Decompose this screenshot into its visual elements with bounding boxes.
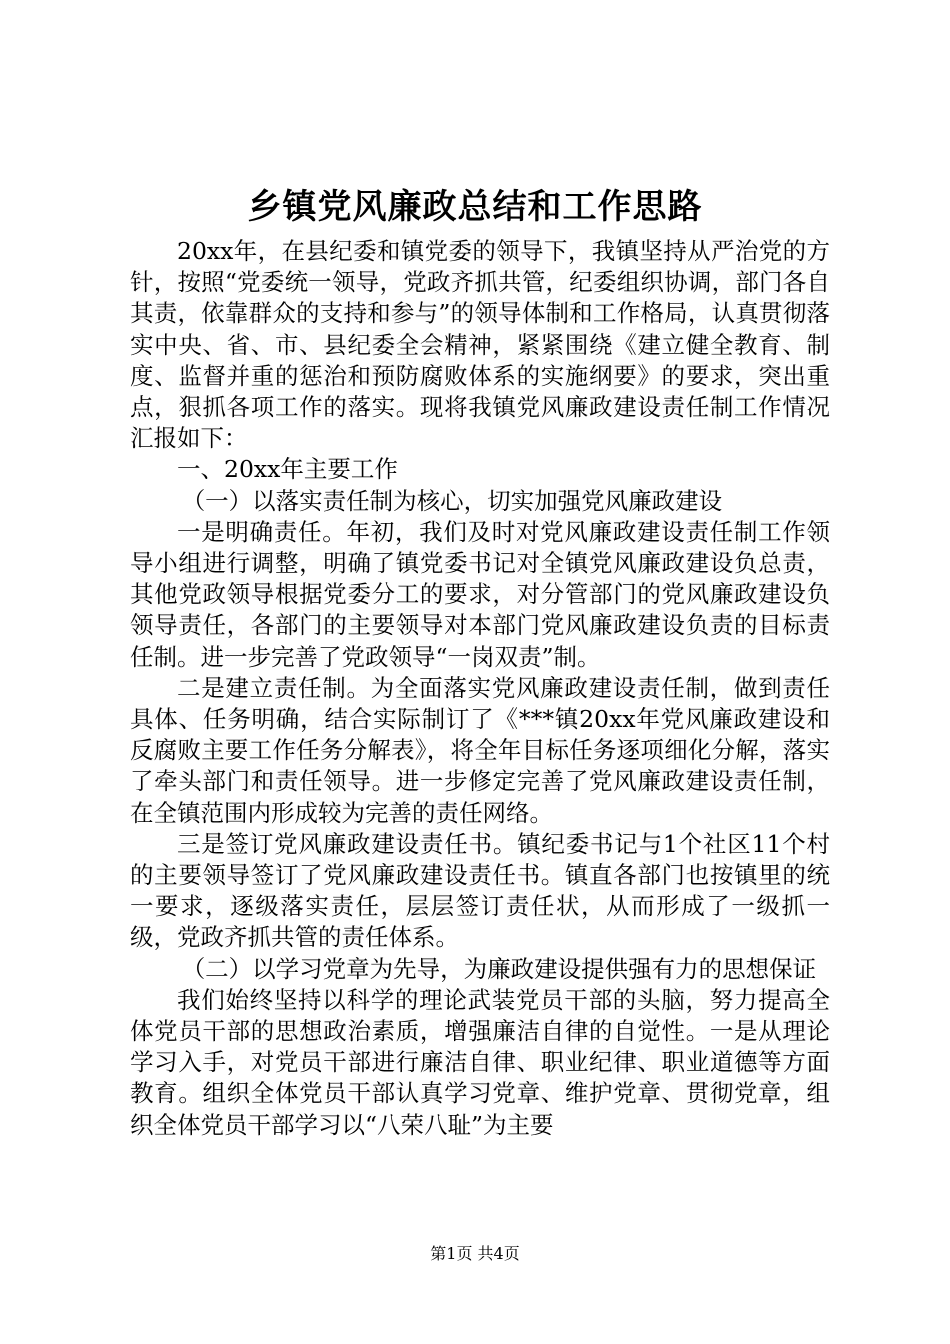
document-body: [130, 236, 830, 1141]
section-heading-1: 一、20xx年主要工作: [177, 455, 398, 484]
document-title: 乡镇党风廉政总结和工作思路: [247, 187, 703, 227]
subsection-heading-2: （二）以学习党章为先导，为廉政建设提供强有力的思想保证: [181, 954, 817, 983]
subsection-heading-1: （一）以落实责任制为核心，切实加强党风廉政建设: [181, 486, 723, 515]
paragraph-theory-study: 我们始终坚持以科学的理论武装党员干部的头脑，努力提高全体党员干部的思想政治素质，增强廉洁自律的自觉性。一是从理论学习入手，对党员干部进行廉洁自律、职业纪律、职业道德等方面教育。组织全体党员干部认真学习党章、维护党章、贯彻党章，组织全体党员干部学习以“八荣八耻”为主要: [130, 985, 830, 1139]
page-number-footer: 第1页 共4页: [430, 1244, 520, 1263]
paragraph-sign-responsibility: 三是签订党风廉政建设责任书。镇纪委书记与1个社区11个村的主要领导签订了党风廉政建设责任书。镇直各部门也按镇里的统一要求，逐级落实责任，层层签订责任状，从而形成了一级抓一级，党政齐抓共管的责任体系。: [130, 829, 830, 952]
paragraph-intro: 20xx年，在县纪委和镇党委的领导下，我镇坚持从严治党的方针，按照“党委统一领导，党政齐抓共管，纪委组织协调，部门各自其责，依靠群众的支持和参与”的领导体制和工作格局，认真贯彻落实中央、省、市、县纪委全会精神，紧紧围绕《建立健全教育、制度、监督并重的惩治和预防腐败体系的实施纲要》的要求，突出重点，狠抓各项工作的落实。现将我镇党风廉政建设责任制工作情况汇报如下：: [130, 237, 830, 453]
paragraph-clarify-responsibility: 一是明确责任。年初，我们及时对党风廉政建设责任制工作领导小组进行调整，明确了镇党委书记对全镇党风廉政建设负总责，其他党政领导根据党委分工的要求，对分管部门的党风廉政建设负领导责任，各部门的主要领导对本部门党风廉政建设负责的目标责任制。进一步完善了党政领导“一岗双责”制。: [130, 517, 830, 671]
paragraph-establish-system: 二是建立责任制。为全面落实党风廉政建设责任制，做到责任具体、任务明确，结合实际制订了《***镇20xx年党风廉政建设和反腐败主要工作任务分解表》，将全年目标任务逐项细化分解，落实了牵头部门和责任领导。进一步修定完善了党风廉政建设责任制，在全镇范围内形成较为完善的责任网络。: [130, 673, 830, 827]
